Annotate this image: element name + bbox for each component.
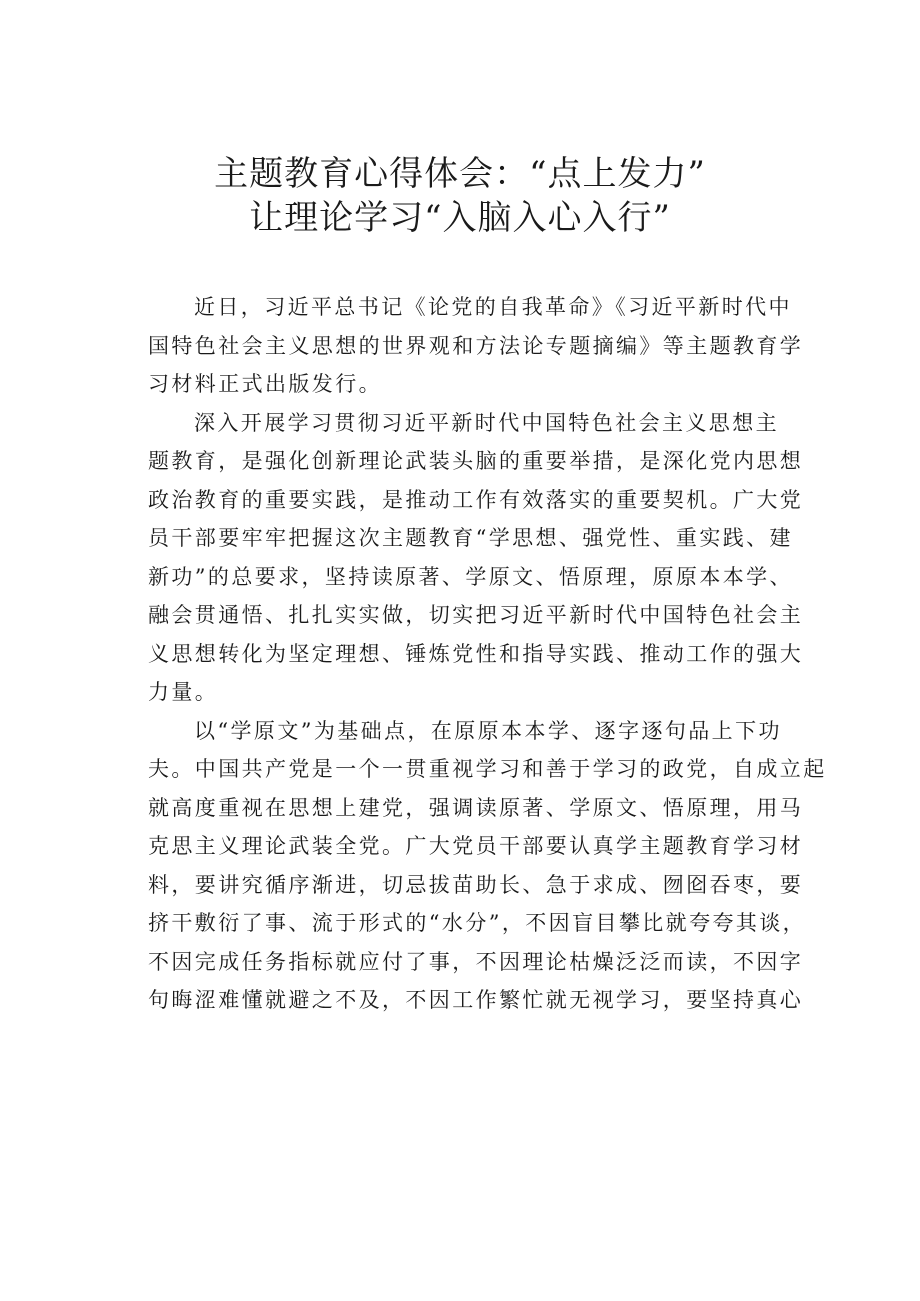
text-line: 料，要讲究循序渐进，切忌拔苗助长、急于求成、囫囵吞枣，要: [148, 872, 804, 897]
text-line: 夫。中国共产党是一个一贯重视学习和善于学习的政党，自成立起: [148, 757, 827, 781]
text-line: 国特色社会主义思想的世界观和方法论专题摘编》等主题教育学: [148, 333, 804, 358]
text-line: 融会贯通悟、扎扎实实做，切实把习近平新时代中国特色社会主: [148, 603, 804, 627]
text-line: 义思想转化为坚定理想、锤炼党性和指导实践、推动工作的强大: [148, 641, 804, 666]
text-line: 力量。: [148, 680, 219, 704]
text-line: 新功”的总要求，坚持读原著、学原文、悟原理，原原本本学、: [148, 564, 793, 589]
document-title: [0, 152, 920, 240]
paragraph-2: [148, 404, 804, 712]
text-line: 政治教育的重要实践，是推动工作有效落实的重要契机。广大党: [148, 487, 804, 512]
text-line: 以“学原文”为基础点，在原原本本学、逐字逐句品上下功: [194, 718, 782, 743]
document-body: [148, 288, 827, 1020]
title-line-2: 让理论学习“入脑入心入行”: [249, 198, 671, 238]
text-line: 近日，习近平总书记《论党的自我革命》《习近平新时代中: [194, 295, 792, 319]
text-line: 就高度重视在思想上建党，强调读原著、学原文、悟原理，用马: [148, 795, 804, 820]
text-line: 克思主义理论武装全党。广大党员干部要认真学主题教育学习材: [148, 834, 804, 858]
text-line: 不因完成任务指标就应付了事，不因理论枯燥泛泛而读，不因字: [148, 949, 804, 974]
text-line: 员干部要牢牢把握这次主题教育“学思想、强党性、重实践、建: [148, 526, 793, 550]
title-line-1: 主题教育心得体会：“点上发力”: [214, 154, 706, 194]
text-line: 挤干敷衍了事、流于形式的“水分”，不因盲目攀比就夸夸其谈，: [148, 911, 807, 935]
paragraph-1: [148, 288, 804, 404]
text-line: 题教育，是强化创新理论武装头脑的重要举措，是深化党内思想: [148, 449, 804, 473]
paragraph-3: [148, 712, 827, 1020]
text-line: 习材料正式出版发行。: [148, 372, 382, 396]
text-line: 深入开展学习贯彻习近平新时代中国特色社会主义思想主: [194, 410, 779, 435]
text-line: 句晦涩难懂就避之不及，不因工作繁忙就无视学习，要坚持真心: [148, 988, 804, 1012]
